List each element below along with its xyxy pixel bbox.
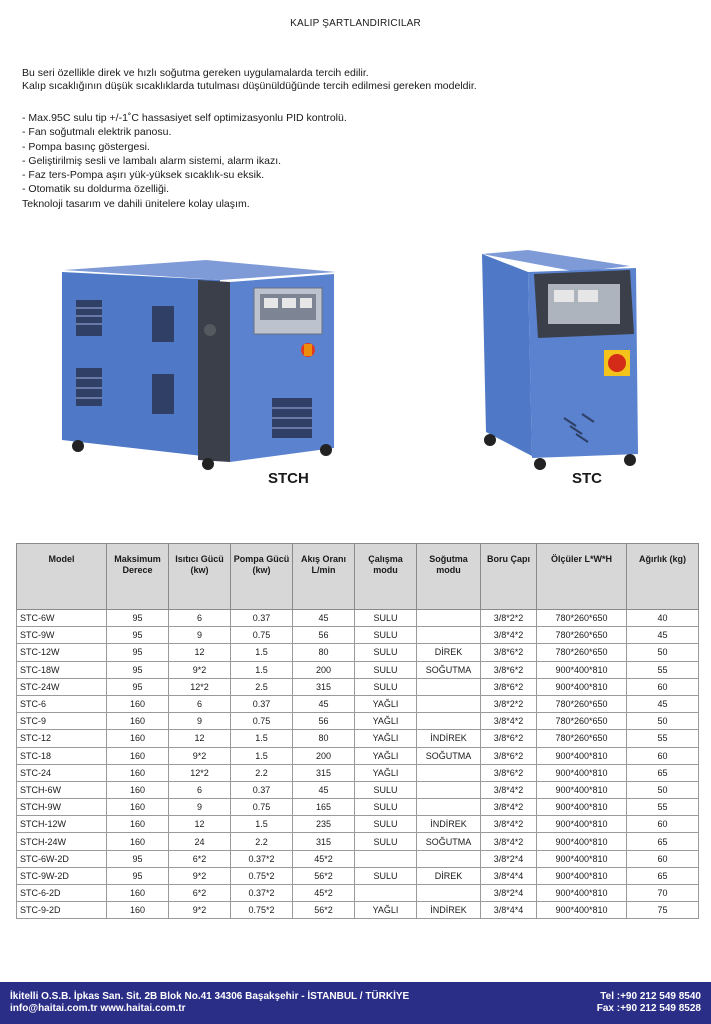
table-cell: 3/8*6*2 bbox=[481, 644, 537, 661]
table-cell: 3/8*2*2 bbox=[481, 610, 537, 627]
column-header: Boru Çapı bbox=[481, 544, 537, 610]
table-cell: 160 bbox=[107, 902, 169, 919]
table-cell: DİREK bbox=[417, 644, 481, 661]
table-cell: SULU bbox=[355, 661, 417, 678]
table-cell: 9 bbox=[169, 627, 231, 644]
table-cell: 12*2 bbox=[169, 678, 231, 695]
table-cell: 55 bbox=[627, 661, 699, 678]
table-cell: 1.5 bbox=[231, 644, 293, 661]
table-cell: 1.5 bbox=[231, 730, 293, 747]
table-cell: 900*400*810 bbox=[537, 850, 627, 867]
table-cell: SULU bbox=[355, 610, 417, 627]
table-cell: SULU bbox=[355, 781, 417, 798]
table-row bbox=[17, 799, 699, 816]
table-cell: 6 bbox=[169, 695, 231, 712]
table-cell: 3/8*4*2 bbox=[481, 627, 537, 644]
table-cell: 3/8*6*2 bbox=[481, 747, 537, 764]
table-cell: 900*400*810 bbox=[537, 781, 627, 798]
table-cell: 60 bbox=[627, 747, 699, 764]
table-cell bbox=[417, 713, 481, 730]
table-cell: YAĞLI bbox=[355, 747, 417, 764]
table-cell: 160 bbox=[107, 799, 169, 816]
table-cell: 1.5 bbox=[231, 661, 293, 678]
column-header: Maksimum Derece bbox=[107, 544, 169, 610]
table-cell bbox=[417, 764, 481, 781]
table-cell: 9*2 bbox=[169, 867, 231, 884]
table-cell: 0.37*2 bbox=[231, 850, 293, 867]
table-cell: STCH-9W bbox=[17, 799, 107, 816]
table-cell: 12*2 bbox=[169, 764, 231, 781]
table-cell: 780*260*650 bbox=[537, 695, 627, 712]
stc-label: STC bbox=[572, 470, 602, 487]
table-cell: SULU bbox=[355, 627, 417, 644]
table-cell bbox=[417, 695, 481, 712]
footer-address: İkitelli O.S.B. İpkas San. Sit. 2B Blok No.41 34306 Başakşehir - İSTANBUL / TÜRKİYE bbox=[10, 991, 410, 1002]
table-cell: 95 bbox=[107, 850, 169, 867]
table-row bbox=[17, 781, 699, 798]
table-cell: 1.5 bbox=[231, 747, 293, 764]
table-cell: 60 bbox=[627, 850, 699, 867]
table-cell: 75 bbox=[627, 902, 699, 919]
table-cell: 315 bbox=[293, 764, 355, 781]
table-cell: 9*2 bbox=[169, 747, 231, 764]
intro-line: Bu seri özellikle direk ve hızlı soğutma gereken uygulamalarda tercih edilir. bbox=[22, 67, 369, 79]
table-cell: 3/8*6*2 bbox=[481, 661, 537, 678]
table-cell: 3/8*4*2 bbox=[481, 781, 537, 798]
feature-item: - Geliştirilmiş sesli ve lambalı alarm sistemi, alarm ikazı. bbox=[22, 154, 282, 167]
table-row bbox=[17, 816, 699, 833]
intro-text bbox=[22, 67, 662, 93]
table-cell: İNDİREK bbox=[417, 902, 481, 919]
table-cell: 95 bbox=[107, 678, 169, 695]
table-cell: 900*400*810 bbox=[537, 661, 627, 678]
table-cell: 0.75 bbox=[231, 799, 293, 816]
table-cell bbox=[355, 885, 417, 902]
table-row bbox=[17, 833, 699, 850]
feature-list bbox=[22, 111, 662, 211]
table-cell: SOĞUTMA bbox=[417, 747, 481, 764]
table-cell: 200 bbox=[293, 747, 355, 764]
table-cell: İNDİREK bbox=[417, 816, 481, 833]
table-cell: 40 bbox=[627, 610, 699, 627]
table-cell: 24 bbox=[169, 833, 231, 850]
feature-item: - Fan soğutmalı elektrik panosu. bbox=[22, 126, 172, 139]
table-cell: 56 bbox=[293, 713, 355, 730]
table-cell: 65 bbox=[627, 764, 699, 781]
table-cell: YAĞLI bbox=[355, 902, 417, 919]
table-cell: STC-18 bbox=[17, 747, 107, 764]
table-cell: 3/8*2*2 bbox=[481, 695, 537, 712]
table-cell: 160 bbox=[107, 781, 169, 798]
table-row bbox=[17, 678, 699, 695]
table-cell: 160 bbox=[107, 885, 169, 902]
table-cell: 3/8*2*4 bbox=[481, 850, 537, 867]
table-row bbox=[17, 885, 699, 902]
table-cell: 3/8*4*2 bbox=[481, 799, 537, 816]
feature-item: - Max.95C sulu tip +/-1˚C hassasiyet self optimizasyonlu PID kontrolü. bbox=[22, 112, 347, 124]
table-cell bbox=[417, 781, 481, 798]
table-cell: 95 bbox=[107, 644, 169, 661]
table-cell: SULU bbox=[355, 816, 417, 833]
table-cell: DİREK bbox=[417, 867, 481, 884]
feature-item: - Faz ters-Pompa aşırı yük-yüksek sıcaklık-su eksik. bbox=[22, 169, 265, 182]
table-cell: 60 bbox=[627, 816, 699, 833]
table-cell bbox=[417, 610, 481, 627]
table-cell: İNDİREK bbox=[417, 730, 481, 747]
table-cell: 45*2 bbox=[293, 850, 355, 867]
table-cell: 165 bbox=[293, 799, 355, 816]
table-cell: STCH-24W bbox=[17, 833, 107, 850]
table-cell: 3/8*4*2 bbox=[481, 833, 537, 850]
table-cell: 0.37*2 bbox=[231, 885, 293, 902]
table-cell: 6 bbox=[169, 781, 231, 798]
table-cell: 900*400*810 bbox=[537, 867, 627, 884]
table-cell: 160 bbox=[107, 730, 169, 747]
stch-label: STCH bbox=[268, 470, 309, 487]
table-cell: 0.37 bbox=[231, 610, 293, 627]
table-cell: 900*400*810 bbox=[537, 885, 627, 902]
feature-item: - Otomatik su doldurma özelliği. bbox=[22, 183, 170, 196]
footer-tel: Tel :+90 212 549 8540 bbox=[600, 991, 701, 1002]
table-cell: 780*260*650 bbox=[537, 713, 627, 730]
table-cell: 45 bbox=[293, 610, 355, 627]
table-row bbox=[17, 627, 699, 644]
table-cell: 1.5 bbox=[231, 816, 293, 833]
table-cell: YAĞLI bbox=[355, 695, 417, 712]
table-cell: 56*2 bbox=[293, 902, 355, 919]
table-cell: 3/8*4*2 bbox=[481, 713, 537, 730]
table-cell: 55 bbox=[627, 730, 699, 747]
table-cell: 235 bbox=[293, 816, 355, 833]
table-cell: 95 bbox=[107, 627, 169, 644]
table-cell: YAĞLI bbox=[355, 730, 417, 747]
table-cell: 900*400*810 bbox=[537, 816, 627, 833]
table-row bbox=[17, 730, 699, 747]
table-cell: SULU bbox=[355, 644, 417, 661]
table-cell: 3/8*6*2 bbox=[481, 678, 537, 695]
column-header: Isıtıcı Gücü (kw) bbox=[169, 544, 231, 610]
table-cell: 50 bbox=[627, 644, 699, 661]
table-cell: SULU bbox=[355, 867, 417, 884]
table-header-row bbox=[17, 544, 699, 610]
table-cell: STC-6 bbox=[17, 695, 107, 712]
table-cell: 315 bbox=[293, 833, 355, 850]
table-cell: SOĞUTMA bbox=[417, 833, 481, 850]
table-row bbox=[17, 764, 699, 781]
table-cell: 0.75 bbox=[231, 627, 293, 644]
intro-line: Kalıp sıcaklığının düşük sıcaklıklarda tutulması düşünüldüğünde tercih edilmesi gereken modeldir. bbox=[22, 80, 477, 92]
table-cell: 9*2 bbox=[169, 661, 231, 678]
table-row bbox=[17, 850, 699, 867]
table-cell: 45 bbox=[293, 695, 355, 712]
table-cell: STC-24 bbox=[17, 764, 107, 781]
table-body bbox=[17, 610, 699, 919]
table-row bbox=[17, 713, 699, 730]
table-cell bbox=[417, 799, 481, 816]
table-cell bbox=[417, 885, 481, 902]
table-cell: 200 bbox=[293, 661, 355, 678]
table-cell: 0.37 bbox=[231, 695, 293, 712]
table-row bbox=[17, 867, 699, 884]
feature-item: Teknoloji tasarım ve dahili ünitelere kolay ulaşım. bbox=[22, 197, 250, 210]
table-cell: YAĞLI bbox=[355, 713, 417, 730]
table-cell: STC-12 bbox=[17, 730, 107, 747]
table-cell: 12 bbox=[169, 730, 231, 747]
table-cell: STC-9 bbox=[17, 713, 107, 730]
table-cell: 3/8*4*4 bbox=[481, 867, 537, 884]
table-cell: 0.37 bbox=[231, 781, 293, 798]
table-cell: 56 bbox=[293, 627, 355, 644]
table-row bbox=[17, 661, 699, 678]
table-cell: 0.75*2 bbox=[231, 867, 293, 884]
table-cell: STCH-12W bbox=[17, 816, 107, 833]
feature-item: - Pompa basınç göstergesi. bbox=[22, 140, 150, 153]
table-cell: STC-9W-2D bbox=[17, 867, 107, 884]
table-cell: 80 bbox=[293, 644, 355, 661]
table-cell bbox=[355, 850, 417, 867]
table-cell: 3/8*6*2 bbox=[481, 730, 537, 747]
table-cell: 3/8*2*4 bbox=[481, 885, 537, 902]
stch-machine-image bbox=[58, 258, 336, 474]
table-cell: 3/8*4*4 bbox=[481, 902, 537, 919]
table-cell: SULU bbox=[355, 833, 417, 850]
table-cell: 50 bbox=[627, 713, 699, 730]
table-cell: 95 bbox=[107, 610, 169, 627]
table-cell: 45 bbox=[627, 627, 699, 644]
table-cell: SULU bbox=[355, 799, 417, 816]
table-cell: STC-6W bbox=[17, 610, 107, 627]
table-cell: 315 bbox=[293, 678, 355, 695]
footer-fax: Fax :+90 212 549 8528 bbox=[596, 1003, 701, 1014]
table-cell: 780*260*650 bbox=[537, 610, 627, 627]
table-cell: 9*2 bbox=[169, 902, 231, 919]
column-header: Ölçüler L*W*H bbox=[537, 544, 627, 610]
table-cell: 95 bbox=[107, 867, 169, 884]
table-cell: 65 bbox=[627, 867, 699, 884]
table-cell: 900*400*810 bbox=[537, 833, 627, 850]
table-cell: 160 bbox=[107, 816, 169, 833]
table-cell: STC-9W bbox=[17, 627, 107, 644]
table-cell bbox=[417, 678, 481, 695]
specification-table bbox=[16, 543, 699, 919]
table-row bbox=[17, 902, 699, 919]
table-cell: 160 bbox=[107, 747, 169, 764]
table-cell: 900*400*810 bbox=[537, 902, 627, 919]
column-header: Model bbox=[17, 544, 107, 610]
table-cell: 65 bbox=[627, 833, 699, 850]
table-row bbox=[17, 610, 699, 627]
table-cell: 0.75 bbox=[231, 713, 293, 730]
table-cell: 3/8*4*2 bbox=[481, 816, 537, 833]
column-header: Akış Oranı L/min bbox=[293, 544, 355, 610]
table-cell: 900*400*810 bbox=[537, 764, 627, 781]
table-cell: 780*260*650 bbox=[537, 730, 627, 747]
table-cell: STC-6-2D bbox=[17, 885, 107, 902]
table-cell: 900*400*810 bbox=[537, 678, 627, 695]
table-cell: 780*260*650 bbox=[537, 644, 627, 661]
table-cell: 6*2 bbox=[169, 885, 231, 902]
table-cell: STC-9-2D bbox=[17, 902, 107, 919]
table-cell: 780*260*650 bbox=[537, 627, 627, 644]
table-cell: SOĞUTMA bbox=[417, 661, 481, 678]
table-cell: YAĞLI bbox=[355, 764, 417, 781]
table-cell: 3/8*6*2 bbox=[481, 764, 537, 781]
table-cell: 12 bbox=[169, 816, 231, 833]
table-cell: 9 bbox=[169, 799, 231, 816]
table-cell: 6*2 bbox=[169, 850, 231, 867]
table-cell: SULU bbox=[355, 678, 417, 695]
table-cell: 45*2 bbox=[293, 885, 355, 902]
table-cell: 2.5 bbox=[231, 678, 293, 695]
table-cell: 56*2 bbox=[293, 867, 355, 884]
table-cell: 12 bbox=[169, 644, 231, 661]
table-cell: 9 bbox=[169, 713, 231, 730]
table-cell: 160 bbox=[107, 713, 169, 730]
table-cell: 6 bbox=[169, 610, 231, 627]
table-cell: 60 bbox=[627, 678, 699, 695]
table-cell: 45 bbox=[627, 695, 699, 712]
table-row bbox=[17, 644, 699, 661]
table-cell: 70 bbox=[627, 885, 699, 902]
table-cell: 160 bbox=[107, 764, 169, 781]
table-cell: 2.2 bbox=[231, 833, 293, 850]
table-cell: 160 bbox=[107, 833, 169, 850]
table-cell: STC-6W-2D bbox=[17, 850, 107, 867]
column-header: Ağırlık (kg) bbox=[627, 544, 699, 610]
table-cell: 900*400*810 bbox=[537, 747, 627, 764]
column-header: Soğutma modu bbox=[417, 544, 481, 610]
table-cell: STC-18W bbox=[17, 661, 107, 678]
table-cell: 160 bbox=[107, 695, 169, 712]
table-cell: 45 bbox=[293, 781, 355, 798]
table-cell: 80 bbox=[293, 730, 355, 747]
table-cell: 95 bbox=[107, 661, 169, 678]
table-cell: 0.75*2 bbox=[231, 902, 293, 919]
table-cell bbox=[417, 627, 481, 644]
column-header: Pompa Gücü (kw) bbox=[231, 544, 293, 610]
table-cell bbox=[417, 850, 481, 867]
table-cell: 50 bbox=[627, 781, 699, 798]
table-cell: 55 bbox=[627, 799, 699, 816]
page-title: KALIP ŞARTLANDIRICILAR bbox=[290, 18, 421, 29]
table-row bbox=[17, 695, 699, 712]
table-cell: STC-24W bbox=[17, 678, 107, 695]
footer bbox=[0, 982, 711, 1024]
stc-machine-image bbox=[478, 250, 646, 472]
column-header: Çalışma modu bbox=[355, 544, 417, 610]
table-cell: STCH-6W bbox=[17, 781, 107, 798]
table-cell: 2.2 bbox=[231, 764, 293, 781]
table-cell: STC-12W bbox=[17, 644, 107, 661]
table-cell: 900*400*810 bbox=[537, 799, 627, 816]
table-row bbox=[17, 747, 699, 764]
footer-web: info@haitai.com.tr www.haitai.com.tr bbox=[10, 1003, 186, 1014]
